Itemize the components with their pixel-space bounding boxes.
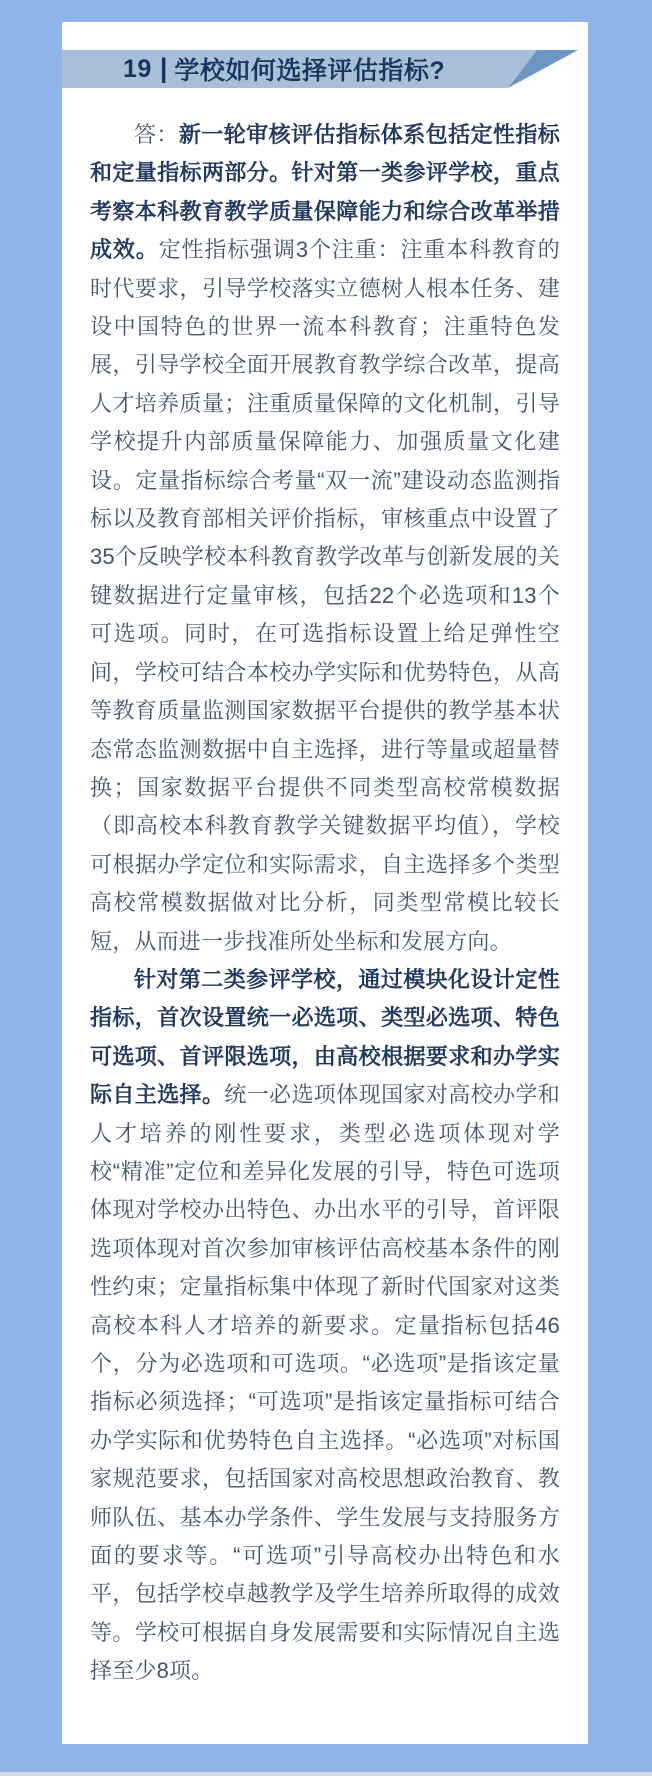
question-title: 学校如何选择评估指标? bbox=[174, 57, 446, 85]
number-divider: | bbox=[159, 52, 168, 83]
question-heading bbox=[62, 50, 522, 88]
question-number: 19 bbox=[123, 54, 152, 83]
paragraph bbox=[90, 116, 560, 961]
paragraph bbox=[90, 961, 560, 1691]
emphasis-text: 新一轮审核评估指标体系包括定性指标和定量指标两部分。针对第一类参评学校，重点考察本科教育教学质量保障能力和综合改革举措成效。 bbox=[90, 122, 560, 263]
emphasis-text: 针对第二类参评学校，通过模块化设计定性指标，首次设置统一必选项、类型必选项、特色可选项、首评限选项，由高校根据要求和办学实际自主选择。 bbox=[90, 966, 560, 1108]
header-banner bbox=[62, 50, 578, 88]
article-body bbox=[90, 116, 560, 1691]
body-text: 定性指标强调3个注重：注重本科教育的时代要求，引导学校落实立德树人根本任务、建设中国特色的世界一流本科教育；注重特色发展，引导学校全面开展教育教学综合改革，提高人才培养质量；注重质量保障的文化机制，引导学校提升内部质量保障能力、加强质量文化建设。定量指标综合考量“双一流”建设动态监测指标以及教育部相关评价指标，审核重点中设置了35个反映学校本科教育教学改革与创新发展的关键数据进行定量审核，包括22个必选项和13个可选项。同时，在可选指标设置上给足弹性空间，学校可结合本校办学实际和优势特色，从高等教育质量监测国家数据平台提供的教学基本状态常态监测数据中自主选择，进行等量或超量替换；国家数据平台提供不同类型高校常模数据（即高校本科教育教学关键数据平均值），学校可根据办学定位和实际需求，自主选择多个类型高校常模数据做对比分析，同类型常模比较长短，从而进一步找准所处坐标和发展方向。 bbox=[90, 237, 560, 954]
body-text: 答： bbox=[134, 122, 179, 147]
bottom-edge-strip bbox=[0, 1772, 652, 1776]
body-text: 统一必选项体现国家对高校办学和人才培养的刚性要求，类型必选项体现对学校“精准”定位和差异化发展的引导，特色可选项体现对学校办出特色、办出水平的引导，首评限选项体现对首次参加审核评估高校基本条件的刚性约束；定量指标集中体现了新时代国家对这类高校本科人才培养的新要求。定量指标包括46个，分为必选项和可选项。“必选项”是指该定量指标必须选择；“可选项”是指该定量指标可结合办学实际和优势特色自主选择。“必选项”对标国家规范要求，包括国家对高校思想政治教育、教师队伍、基本办学条件、学生发展与支持服务方面的要求等。“可选项”引导高校办出特色和水平，包括学校卓越教学及学生培养所取得的成效等。学校可根据自身发展需要和实际情况自主选择至少8项。 bbox=[90, 1082, 560, 1684]
